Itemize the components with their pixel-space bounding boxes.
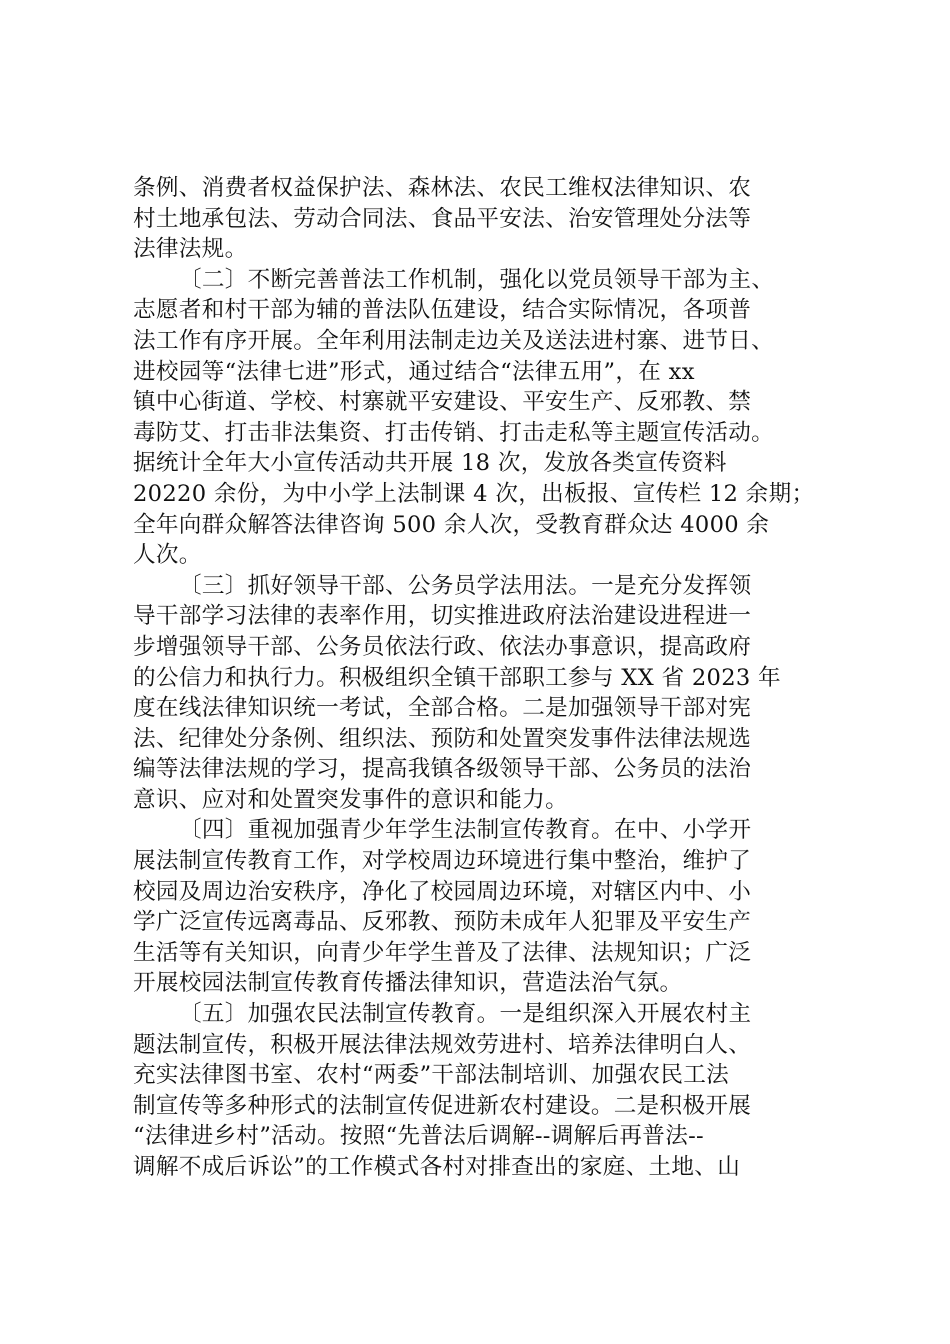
- text-line: 志愿者和村干部为辅的普法队伍建设，结合实际情况，各项普: [133, 297, 752, 324]
- text-line: 导干部学习法律的表率作用，切实推进政府法治建设进程进一: [133, 603, 752, 630]
- text-line: 据统计全年大小宣传活动共开展 18 次，发放各类宣传资料: [133, 450, 727, 477]
- text-line: 调解不成后诉讼”的工作模式各村对排查出的家庭、土地、山: [133, 1154, 741, 1180]
- text-line: 法律法规。: [133, 236, 248, 263]
- paragraph-first-line: 〔四〕重视加强青少年学生法制宣传教育。在中、小学开: [179, 817, 752, 844]
- paragraph-first-line: 〔二〕不断完善普法工作机制，强化以党员领导干部为主、: [179, 266, 775, 293]
- text-line: 展法制宣传教育工作，对学校周边环境进行集中整治，维护了: [133, 848, 752, 875]
- text-line: 人次。: [133, 542, 202, 569]
- text-line: 校园及周边治安秩序，净化了校园周边环境，对辖区内中、小: [133, 878, 752, 905]
- text-line: 意识、应对和处置突发事件的意识和能力。: [133, 786, 568, 813]
- text-line: 20220 余份，为中小学上法制课 4 次，出板报、宣传栏 12 余期；: [133, 480, 815, 507]
- text-line: 开展校园法制宣传教育传播法律知识，营造法治气氛。: [133, 970, 683, 997]
- text-line: 步增强领导干部、公务员依法行政、依法办事意识，提高政府: [133, 633, 752, 660]
- text-line: 全年向群众解答法律咨询 500 余人次，受教育群众达 4000 余: [133, 511, 770, 538]
- text-line: 法、纪律处分条例、组织法、预防和处置突发事件法律法规选: [133, 725, 752, 752]
- text-line: 村土地承包法、劳动合同法、食品平安法、治安管理处分法等: [133, 205, 752, 232]
- text-line: 题法制宣传，积极开展法律法规效劳进村、培养法律明白人、: [133, 1031, 752, 1058]
- text-line: 条例、消费者权益保护法、森林法、农民工维权法律知识、农: [133, 175, 752, 201]
- text-line: 生活等有关知识，向青少年学生普及了法律、法规知识；广泛: [133, 939, 752, 966]
- text-line: 充实法律图书室、农村“两委”干部法制培训、加强农民工法: [133, 1062, 730, 1089]
- text-line: 的公信力和执行力。积极组织全镇干部职工参与 XX 省 2023 年: [133, 664, 781, 691]
- paragraph-first-line: 〔三〕抓好领导干部、公务员学法用法。一是充分发挥领: [179, 572, 752, 599]
- text-line: 学广泛宣传远离毒品、反邪教、预防未成年人犯罪及平安生产: [133, 909, 752, 936]
- text-line: “法律进乡村”活动。按照“先普法后调解--调解后再普法--: [133, 1123, 704, 1150]
- paragraph-first-line: 〔五〕加强农民法制宣传教育。一是组织深入开展农村主: [179, 1001, 752, 1028]
- text-line: 制宣传等多种形式的法制宣传促进新农村建设。二是积极开展: [133, 1092, 752, 1119]
- text-line: 进校园等“法律七进”形式，通过结合“法律五用”，在 xx: [133, 358, 695, 385]
- text-line: 毒防艾、打击非法集资、打击传销、打击走私等主题宣传活动。: [133, 419, 775, 446]
- text-line: 法工作有序开展。全年利用法制走边关及送法进村寨、进节日、: [133, 327, 775, 354]
- document-body: [133, 173, 823, 1183]
- text-line: 镇中心街道、学校、村寨就平安建设、平安生产、反邪教、禁: [133, 389, 752, 416]
- text-line: 编等法律法规的学习，提高我镇各级领导干部、公务员的法治: [133, 756, 752, 783]
- text-line: 度在线法律知识统一考试，全部合格。二是加强领导干部对宪: [133, 695, 752, 722]
